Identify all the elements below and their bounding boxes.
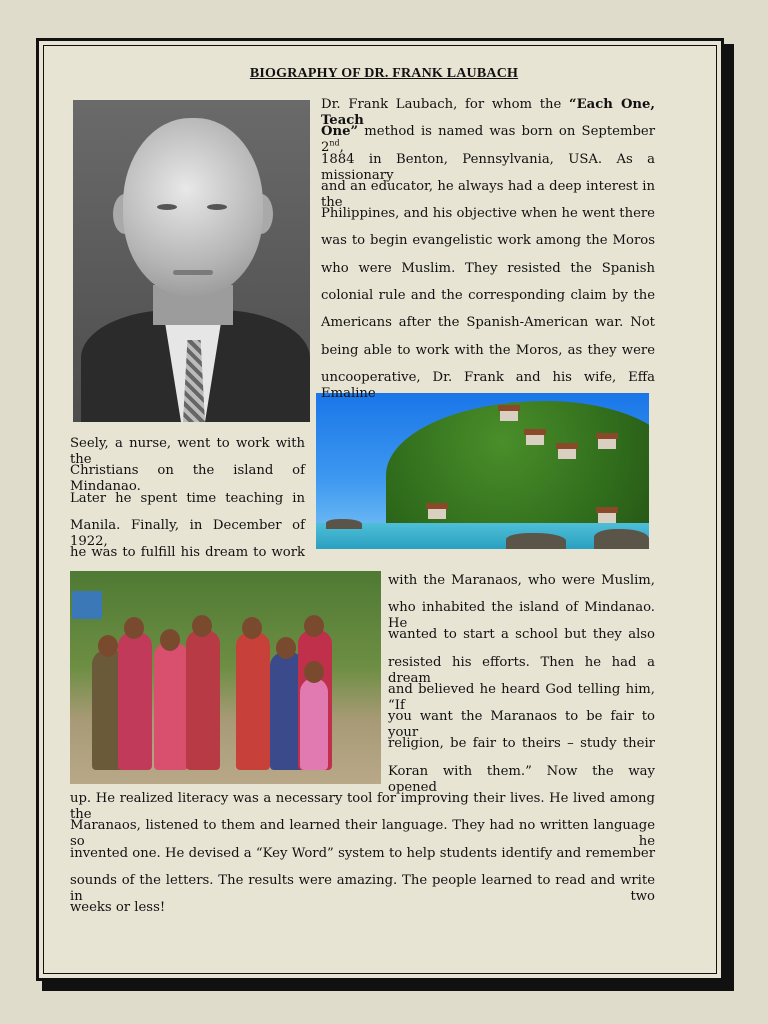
island-rock	[594, 529, 649, 549]
text-line-2: One” method is named was born on September 2nd,	[321, 124, 655, 155]
text-line-7: who were Muslim. They resisted the Spanish	[321, 261, 655, 276]
text-line-13: Christians on the island of Mindanao.	[70, 463, 305, 494]
person	[186, 630, 220, 770]
text-line-26: Maranaos, listened to them and learned their language. They had no written language so he	[70, 818, 655, 849]
portrait-mouth	[173, 270, 213, 275]
text-line-19: wanted to start a school but they also	[388, 627, 655, 642]
text-line-14: Later he spent time teaching in	[70, 491, 305, 506]
text-line-28: sounds of the letters. The results were amazing. The people learned to read and write in two	[70, 873, 655, 904]
text-line-11: uncooperative, Dr. Frank and his wife, Effa Emaline	[321, 370, 655, 401]
house	[500, 411, 518, 421]
text-line-3: 1884 in Benton, Pennsylvania, USA. As a missionary	[321, 152, 655, 183]
page-title: BIOGRAPHY OF DR. FRANK LAUBACH	[249, 66, 519, 81]
text-line-18: who inhabited the island of Mindanao. He	[388, 600, 655, 631]
people-photo	[70, 571, 381, 784]
house	[526, 435, 544, 445]
text-line-27: invented one. He devised a “Key Word” system to help students identify and remember	[70, 846, 655, 861]
text-line-6: was to begin evangelistic work among the Moros	[321, 233, 655, 248]
person-head	[304, 615, 324, 637]
text-line-20: resisted his efforts. Then he had a dream	[388, 655, 655, 686]
text-line-17: with the Maranaos, who were Muslim,	[388, 573, 655, 588]
text-line-10: being able to work with the Moros, as they were	[321, 343, 655, 358]
house	[598, 439, 616, 449]
person-head	[276, 637, 296, 659]
island-rock	[506, 533, 566, 549]
house	[558, 449, 576, 459]
text-line-16: he was to fulfill his dream to work	[70, 545, 305, 560]
text-line-1: Dr. Frank Laubach, for whom the “Each One, Teach	[321, 97, 655, 128]
island-photo	[316, 393, 649, 549]
person-head	[160, 629, 180, 651]
text-line-12: Seely, a nurse, went to work with the	[70, 436, 305, 467]
person-head	[304, 661, 324, 683]
person	[154, 642, 188, 770]
text-line-4: and an educator, he always had a deep interest in the	[321, 179, 655, 210]
person	[300, 678, 328, 770]
text-line-5: Philippines, and his objective when he went there	[321, 206, 655, 221]
house	[428, 509, 446, 519]
people-sign	[72, 591, 102, 619]
portrait-photo	[73, 100, 310, 422]
person-head	[98, 635, 118, 657]
person-head	[192, 615, 212, 637]
text-line-9: Americans after the Spanish-American war. Not	[321, 315, 655, 330]
house	[598, 513, 616, 523]
person	[236, 632, 270, 770]
text-line-15: Manila. Finally, in December of 1922,	[70, 518, 305, 549]
text-line-24: Koran with them.” Now the way opened	[388, 764, 655, 795]
portrait-eye-right	[207, 204, 227, 210]
text-line-21: and believed he heard God telling him, “If	[388, 682, 655, 713]
text-line-22: you want the Maranaos to be fair to your	[388, 709, 655, 740]
text-line-25: up. He realized literacy was a necessary tool for improving their lives. He lived among the	[70, 791, 655, 822]
person-head	[124, 617, 144, 639]
text-line-29: weeks or less!	[70, 900, 166, 915]
text-line-23: religion, be fair to theirs – study their	[388, 736, 655, 751]
text-line-8: colonial rule and the corresponding claim by the	[321, 288, 655, 303]
person	[118, 632, 152, 770]
person-head	[242, 617, 262, 639]
portrait-eye-left	[157, 204, 177, 210]
island-rock	[326, 519, 362, 529]
